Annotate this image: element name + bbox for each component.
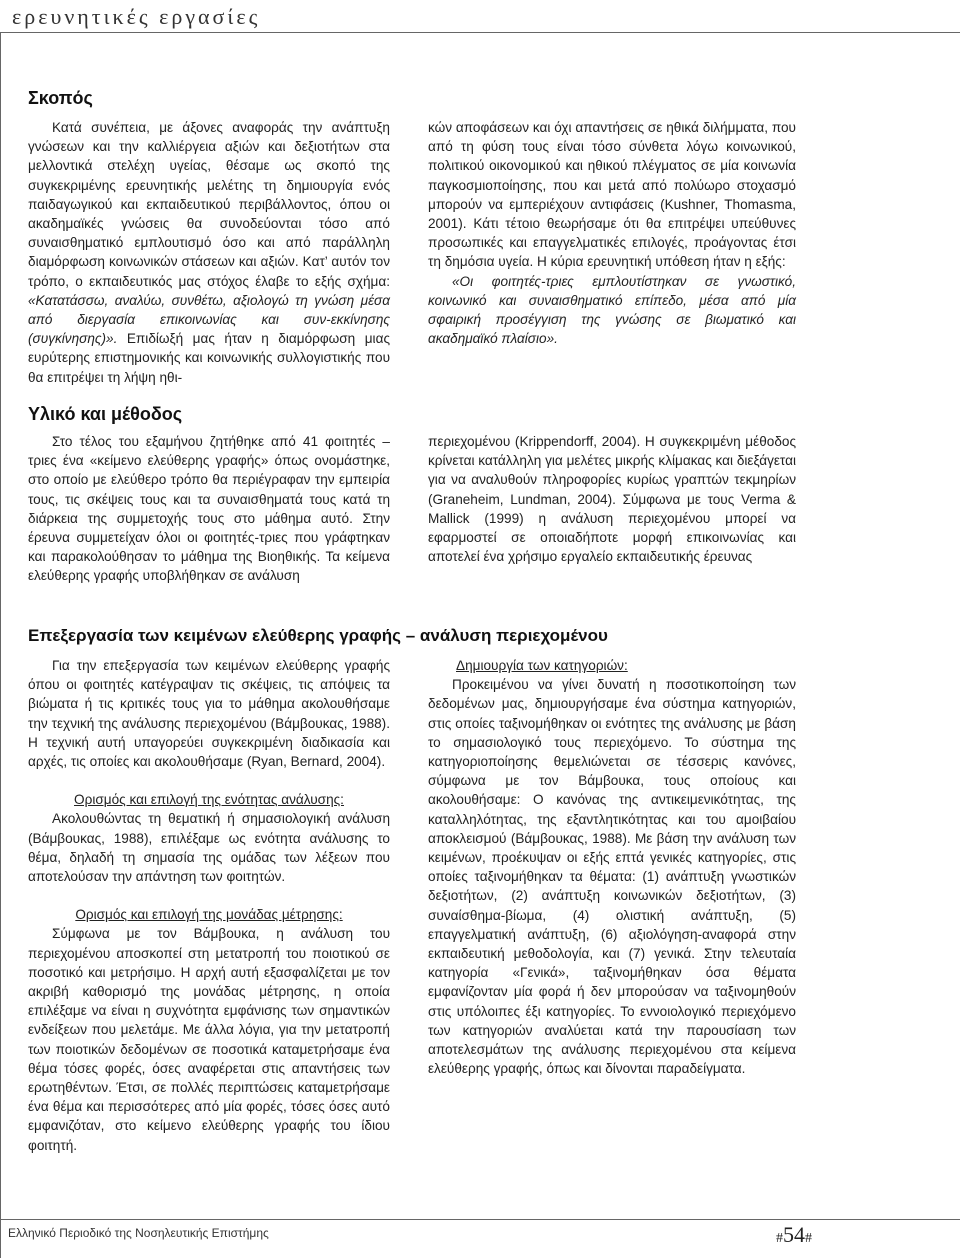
footer-rule bbox=[0, 1219, 960, 1220]
section3-left-paragraph-3: Σύμφωνα με τον Βάμβουκα, η ανάλυση του περιεχομένου αποσκοπεί στη μετατροπή του ποιοτικού σε ποσοτικό και μετρήσιμο. Η αρχή αυτή εξασφαλίζεται με τον ακριβή καθορισμό της μονάδας μέτρησης, η οποία επιλέξαμε να είναι η συχνότητα εμφάνισης των σημαντικών ενδείξεων που μελετάμε. Με άλλα λόγια, για την μετατροπή των ποιοτικών δεδομένων σε ποσοτικά καταμετρήσαμε ένα θέμα τόσες φορές, όσες αναφέρεται στις απαντήσεις των ερωτηθέντων. Έτσι, σε πολλές περιπτώσεις καταμετρήσαμε ένα θέμα και περισσότερες από μία φορές, τόσες όσες αυτό εμφανιζόταν, στο κείμενο ελεύθερης γραφής του ίδιου φοιτητή. bbox=[28, 926, 390, 1153]
section3-left-paragraph-1: Για την επεξεργασία των κειμένων ελεύθερης γραφής όπου οι φοιτητές κατέγραψαν τις σκέψεις, τις απόψεις τα βιώματα ή τις κριτικές τους για το μάθημα ακολουθήσαμε την τεχνική της ανάλυσης περιεχομένου (Βάμβουκας, 1988). Η τεχνική αυτή υπαγορεύει συγκεκριμένη διαδικασία και αρχές, τις οποίες και ακολουθήσαμε (Ryan, Bernard, 2004). bbox=[28, 658, 390, 770]
section1-left-text-a: Κατά συνέπεια, με άξονες αναφοράς την ανάπτυξη γνώσεων και την καλλιέργεια αξιών και δεξιοτήτων στα μελλοντικά στελέχη υγείας, θέσαμε ως σκοπό της συγκεκριμένης ερευνητικής μελέτης τη δημιουργία ενός παιδαγωγικού και εκπαιδευτικού περιβάλλοντος, όπου οι ακαδημαϊκές γνώσεις θα συνοδεύονται τόσο από συναισθηματικό εμπλουτισμό όσο και από παράλληλη διαμόρφωση κοινωνικών στάσεων και αξιών. Κατ’ αυτόν τον τρόπο, ο εκπαιδευτικός μας στόχος έλαβε το εξής σχήμα: bbox=[28, 120, 390, 289]
section-title-material-method: Υλικό και μέθοδος bbox=[28, 404, 183, 424]
section3-right-paragraph: Προκειμένου να γίνει δυνατή η ποσοτικοποίηση των δεδομένων μας, δημιουργήσαμε ένα σύστημα κατηγοριών, στις οποίες ταξινομήθηκαν οι ενότητες της ανάλυσης με βάση το σημασιολογικό τους περιεχόμενο. Το σύστημα της κατηγοριοποίησης θεμελιώνεται σε τέσσερις κανόνες, σύμφωνα με τον Βάμβουκα, τους οποίους και ακολουθήσαμε: Ο κανόνας της αντικειμενικότητας, της καταλληλότητας, της εξαντλητικότητας και του αμοιβαίου αποκλεισμού (Βάμβουκας, 1988). Με βάση την ανάλυση των κειμένων, προέκυψαν οι εξής επτά γενικές κατηγορίες, στις οποίες ταξινομήθηκαν τα θέματα: (1) ανάπτυξη γνωστικών δεξιοτήτων, (2) ανάπτυξη κοινωνικών δεξιοτήτων, (3) συναίσθημα-βίωμα, (4) ολιστική ανάπτυξη, (5) επαγγελματική ανάπτυξη, (6) αξιολόγηση-αναφορά στην εκπαιδευτική μεθοδολογία, και (7) γενικά. Στην τελευταία κατηγορία «Γενικά», ταξινομήθηκαν όσα θέματα εμφανίζονταν μία φορά ή δεν μπορούσαν να ταξινομηθούν στις υπόλοιπες έξι κατηγορίες. Το εννοιολογικό περιεχόμενο των κατηγοριών αναλύεται κατά την παρουσίαση των αποτελεσμάτων της ανάλυσης περιεχομένου στα κείμενα ελεύθερης γραφής, όπως και δίνονται παραδείγματα. bbox=[428, 677, 796, 1077]
section2-left-paragraph: Στο τέλος του εξαμήνου ζητήθηκε από 41 φοιτητές –τριες ένα «κείμενο ελεύθερης γραφής» όπως ονομάστηκε, στο οποίο με ελεύθερο τρόπο θα περιέγραφαν την εμπειρία τους, τις σκέψεις τους και τα συναισθηματά τους κατά τη διάρκεια της συμμετοχής τους στο μάθημα αυτό. Στην έρευνα συμμετείχαν όλοι οι φοιτητές-τριες που γράφτηκαν και παρακολούθησαν το μάθημα της Βιοηθικής. Τα κείμενα ελεύθερης γραφής υποβλήθηκαν σε ανάλυση bbox=[28, 434, 390, 584]
section1-left-quote: «Κατατάσσω, αναλύω, συνθέτω, αξιολογώ τη γνώση μέσα από διεργασία επικοινωνίας και συν-εκκίνησης (συγκίνησης)». bbox=[28, 292, 390, 347]
section2-right-paragraph: περιεχομένου (Krippendorff, 2004). Η συγκεκριμένη μέθοδος κρίνεται κατάλληλη για μελέτες μικρής κλίμακας και διεξάγεται για να αναλυθούν πληροφορίες κυρίως γραπτών τεκμηρίων (Graneheim, Lundman, 2004). Σύμφωνα με τους Verma & Mallick (1999) η ανάλυση περιεχομένου μπορεί να εφαρμοστεί σε οποιαδήποτε μορφή επικοινωνίας και αποτελεί ένα χρήσιμο εργαλείο εκπαιδευτικής έρευνας bbox=[428, 434, 796, 565]
left-frame-rule bbox=[0, 32, 1, 1258]
section2-right-column bbox=[428, 432, 796, 566]
section1-right-paragraph: κών αποφάσεων και όχι απαντήσεις σε ηθικά διλήμματα, που από τη φύση τους είναι τόσο σύνθετα λόγω κοινωνικού, πολιτικού οικονομικού και ηθικού πλέγματος σε μία κοινωνία παγκοσμιοποίησης, που και μετά από πολύωρο στοχασμό μπορούν να εμπεριέχουν αντιφάσεις (Kushner, Thomasma, 2001). Κάτι τέτοιο θεωρήσαμε ότι θα επιτρέψει υπεύθυνες προσωπικές και επαγγελματικές επιλογές, προάγοντας έτσι τη δημόσια υγεία. Η κύρια ερευνητική υπόθεση ήταν η εξής: bbox=[428, 120, 796, 270]
subheading-categories: Δημιουργία των κατηγοριών: bbox=[456, 658, 628, 673]
section1-right-column bbox=[428, 118, 796, 348]
page-number: 54 bbox=[783, 1222, 805, 1247]
section1-left-column bbox=[28, 118, 390, 387]
section1-hypothesis-quote: «Οι φοιτητές-τριες εμπλουτίστηκαν σε γνωστικό, κοινωνικό και συναισθηματικό επίπεδο, μέσα από μία σφαιρική προσέγγιση της γνώσης σε βιωματικό και ακαδημαϊκό πλαίσιο». bbox=[428, 273, 796, 347]
section-title-processing: Επεξεργασία των κειμένων ελεύθερης γραφής – ανάλυση περιεχομένου bbox=[28, 626, 608, 645]
section3-left-paragraph-2: Ακολουθώντας τη θεματική ή σημασιολογική ανάλυση (Βάμβουκας, 1988), επιλέξαμε ως ενότητα ανάλυσης το θέμα, δηλαδή τη σημασία της ομάδας των λέξεων που αποτελούσαν την απάντηση των φοιτητών. bbox=[28, 811, 390, 885]
page-hash-left: # bbox=[776, 1231, 783, 1246]
section3-left-column bbox=[28, 656, 390, 1155]
section-title-skopos: Σκοπός bbox=[28, 88, 93, 108]
section1-left-text-b: Επιδίωξή μας ήταν η διαμόρφωση μιας ευρύτερης επιστημονικής και κοινωνικής συλλογιστικής που θα επιτρέψει τη λήψη ηθι- bbox=[28, 331, 390, 385]
section2-left-column bbox=[28, 432, 390, 586]
header-rule bbox=[0, 32, 960, 33]
section3-right-column bbox=[428, 656, 796, 1078]
journal-name: Ελληνικό Περιοδικό της Νοσηλευτικής Επιστήμης bbox=[8, 1226, 269, 1240]
subheading-measurement-unit: Ορισμός και επιλογή της μονάδας μέτρησης: bbox=[75, 907, 343, 923]
page-number-block bbox=[776, 1222, 812, 1248]
section1-right-hypothesis bbox=[428, 272, 796, 349]
section1-left-paragraph bbox=[28, 118, 390, 387]
subheading-analysis-unit: Ορισμός και επιλογή της ενότητας ανάλυσης: bbox=[74, 792, 344, 808]
running-head: ερευνητικές εργασίες bbox=[12, 4, 261, 29]
page-hash-right: # bbox=[805, 1231, 812, 1246]
